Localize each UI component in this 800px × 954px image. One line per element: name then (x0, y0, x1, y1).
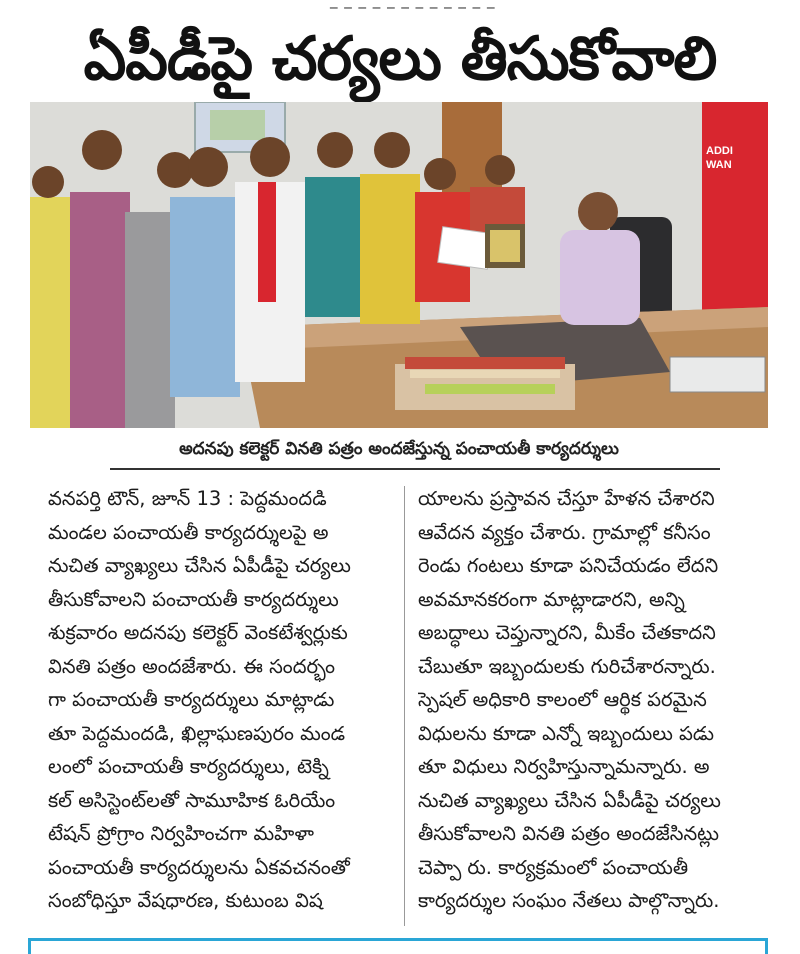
article-line: వినతి పత్రం అందజేశారు. ఈ సందర్భం (48, 654, 336, 678)
article-line: కార్యదర్శుల సంఘం నేతలు పాల్గొన్నారు. (418, 889, 720, 912)
officer-shirt (560, 230, 640, 325)
article-line: రెండు గంటలు కూడా పనిచేయడం లేదని (418, 554, 719, 577)
article-line: సంబోధిస్తూ వేషధారణ, కుటుంబ విష (48, 889, 323, 912)
next-article-frame (28, 938, 768, 954)
article-line: పంచాయతీ కార్యదర్శులను ఏకవచనంతో (48, 855, 350, 879)
memorandum-paper (438, 227, 493, 270)
article-line: చేబుతూ ఇబ్బందులకు గురిచేశారన్నారు. (418, 654, 716, 678)
article-line: వనపర్తి టౌన్, జూన్ 13 : పెద్దమందడి (48, 487, 327, 510)
caption-underline (110, 468, 720, 470)
svg-text:WAN: WAN (706, 159, 732, 171)
article-line: మండల పంచాయతీ కార్యదర్శులపై అ (48, 520, 329, 544)
officer-head (578, 192, 618, 232)
article-line: యాలను ప్రస్తావన చేస్తూ హేళన చేశారని (418, 487, 715, 510)
news-photo (30, 102, 768, 428)
article-line: చెప్పా రు. కార్యక్రమంలో పంచాయతీ (418, 855, 689, 879)
article-line: స్పెషల్ అధికారి కాలంలో ఆర్థిక పరమైన (418, 688, 707, 711)
article-line: శుక్రవారం అదనపు కలెక్టర్ వెంకటేశ్వర్లుకు (48, 621, 348, 644)
article-line: అబద్ధాలు చెప్తున్నారని, మీకేం చేతకాదని (418, 621, 716, 644)
article-line: గా పంచాయతీ కార్యదర్శులు మాట్లాడు (48, 688, 335, 711)
clipped-previous-headline (0, 0, 800, 14)
article-line: ఆవేదన వ్యక్తం చేశారు. గ్రామాల్లో కనీసం (418, 520, 711, 544)
article-line: నుచిత వ్యాఖ్యలు చేసిన ఏపీడీపై చర్యలు (418, 788, 721, 812)
headline: ఏపీడీపై చర్యలు తీసుకోవాలి (83, 24, 717, 94)
article-line: లంలో పంచాయతీ కార్యదర్శులు, టెక్ని (48, 755, 329, 778)
article-column-right (418, 482, 778, 918)
banner-text: ADDI (706, 145, 733, 157)
photo-caption: అదనపు కలెక్టర్ వినతి పత్రం అందజేస్తున్న పంచాయతీ కార్యదర్శులు (179, 439, 619, 459)
article-column-left (48, 482, 408, 918)
article-line: టేషన్ ప్రోగ్రాం నిర్వహించగా మహిళా (48, 822, 314, 845)
article-line: అవమానకరంగా మాట్లాడారని, అన్ని (418, 587, 685, 611)
article-line: విధులను కూడా ఎన్నో ఇబ్బందులు పడు (418, 721, 715, 745)
article-line: తీసుకోవాలని పంచాయతీ కార్యదర్శులు (48, 587, 339, 611)
clipped-text: _ _ _ _ _ _ _ _ _ _ _ _ (330, 0, 496, 9)
article-line: తీసుకోవాలని వినతి పత్రం అందజేసినట్లు (418, 822, 719, 845)
article-line: తూ విధులు నిర్వహిస్తున్నామన్నారు. అ (418, 755, 710, 778)
article-line: నుచిత వ్యాఖ్యలు చేసిన ఏపీడీపై చర్యలు (48, 554, 351, 577)
column-divider (404, 486, 405, 926)
article-line: కల్ అసిస్టెంట్‌లతో సామూహిక ఓరియేం (48, 788, 336, 812)
article-line: తూ పెద్దమందడి, ఖిల్లాఘణపురం మండ (48, 721, 346, 745)
